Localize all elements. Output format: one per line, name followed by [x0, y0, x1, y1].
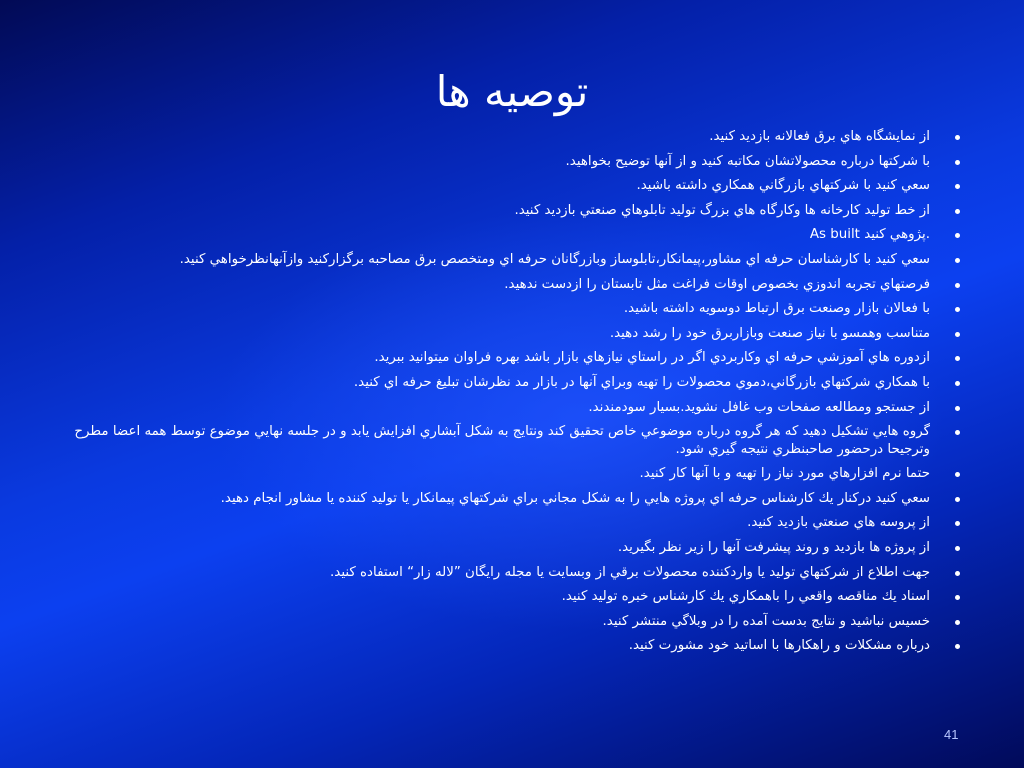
bullet-icon [955, 406, 960, 411]
bullet-icon [955, 160, 960, 165]
bullet-item [74, 153, 968, 171]
bullet-item [74, 374, 968, 392]
bullet-icon [955, 209, 960, 214]
bullet-icon [955, 620, 960, 625]
bullet-icon [955, 430, 960, 435]
bullet-icon [955, 283, 960, 288]
bullet-text: از پروسه هاي صنعتي بازديد كنيد. [747, 515, 930, 531]
bullet-icon [955, 497, 960, 502]
bullet-item [74, 300, 968, 318]
bullet-text: سعي كنيد با شركتهاي بازرگاني همكاري داشته باشيد. [636, 178, 930, 194]
bullet-icon [955, 546, 960, 551]
bullet-item [74, 202, 968, 220]
bullet-text: درباره مشكلات و راهكارها با اساتيد خود مشورت كنيد. [628, 638, 930, 654]
bullet-icon [955, 571, 960, 576]
bullet-icon [955, 644, 960, 649]
bullet-icon [955, 258, 960, 263]
bullet-icon [955, 521, 960, 526]
bullet-text: گروه هايي تشكيل دهيد كه هر گروه درباره موضوعي خاص تحقيق كند ونتايج به شكل آبشاري افزايش يابد و در جلسه نهايي موضوع توسط همه اعضا مطرح وترجيحا درحضور صاحبنظري نتيجه گيري شود. [74, 424, 930, 457]
bullet-icon [955, 184, 960, 189]
bullet-text: سعي كنيد با كارشناسان حرفه اي مشاور،پيمانكار،تابلوساز وبازرگانان حرفه اي ومتخصص برق مصاحبه برگزاركنيد وازآنهانظرخواهي كنيد. [179, 251, 930, 267]
bullet-item [74, 613, 968, 631]
bullet-text: با همكاري شركتهاي بازرگاني،دموي محصولات را تهيه وبراي آنها در بازار مد نظرشان تبليغ حرفه اي كنيد. [353, 374, 930, 390]
bullet-item [74, 490, 968, 508]
bullet-text: ازدوره هاي آموزشي حرفه اي وكاربردي اگر در راستاي نيازهاي بازار باشد بهره فراوان ميتوانيد ببريد. [374, 350, 930, 366]
bullet-text: فرصتهاي تجربه اندوزي بخصوص اوقات فراغت مثل تابستان را ازدست ندهيد. [504, 276, 930, 292]
bullet-icon [955, 332, 960, 337]
bullet-item [74, 128, 968, 146]
bullet-icon [955, 307, 960, 312]
bullet-text: از نمايشگاه هاي برق فعالانه بازديد كنيد. [709, 129, 930, 144]
bullet-item [74, 226, 968, 244]
bullet-item [74, 276, 968, 294]
bullet-item [74, 588, 968, 606]
bullet-text: خسيس نباشيد و نتايج بدست آمده را در وبلاگي منتشر كنيد. [602, 613, 930, 629]
bullet-item [74, 399, 968, 417]
bullet-text: از پروژه ها بازديد و روند پيشرفت آنها را زير نظر بگيريد. [617, 540, 930, 555]
bullet-text: از جستجو ومطالعه صفحات وب غافل نشويد.بسيار سودمندند. [588, 399, 930, 415]
bullet-text: حتما نرم افزارهاي مورد نياز را تهيه و با آنها كار كنيد. [639, 466, 930, 482]
bullet-text: As built پژوهي كنيد. [809, 227, 930, 243]
bullet-icon [955, 233, 960, 238]
bullet-icon [955, 135, 960, 140]
bullet-text: جهت اطلاع از شركتهاي توليد يا واردكننده محصولات برقي از وبسايت يا مجله رايگان ”لاله زار“ استفاده كنيد. [330, 564, 930, 580]
bullet-item [74, 325, 968, 343]
bullet-item [74, 539, 968, 557]
bullet-item [74, 465, 968, 483]
bullet-text: با شركتها درباره محصولاتشان مكاتبه كنيد و از آنها توضيح بخواهيد. [565, 153, 930, 169]
bullet-item [74, 637, 968, 655]
bullet-icon [955, 381, 960, 386]
bullet-text: با فعالان بازار وصنعت برق ارتباط دوسويه داشته باشيد. [623, 301, 930, 317]
bullet-item [74, 514, 968, 532]
bullet-item [74, 251, 968, 269]
bullet-text: سعي كنيد دركنار يك كارشناس حرفه اي پروژه هايي را به شكل مجاني براي شركتهاي پيمانكار يا توليد كننده يا مشاور انجام دهيد. [220, 490, 930, 506]
bullet-icon [955, 472, 960, 477]
bullet-text: از خط توليد كارخانه ها وكارگاه هاي بزرگ توليد تابلوهاي صنعتي بازديد كنيد. [514, 202, 930, 218]
bullet-text: متناسب وهمسو با نياز صنعت وبازاربرق خود را رشد دهيد. [609, 325, 930, 341]
slide-title: توصيه ها [435, 67, 589, 116]
bullet-item [74, 349, 968, 367]
bullet-text: اسناد يك مناقصه واقعي را باهمكاري يك كارشناس خبره توليد كنيد. [561, 589, 930, 605]
bullet-icon [955, 595, 960, 600]
bullet-icon [955, 356, 960, 361]
page-number: 41 [944, 727, 959, 742]
bullet-item [74, 564, 968, 582]
bullet-item [74, 177, 968, 195]
bullet-item [74, 423, 968, 458]
bullet-list [74, 128, 968, 662]
